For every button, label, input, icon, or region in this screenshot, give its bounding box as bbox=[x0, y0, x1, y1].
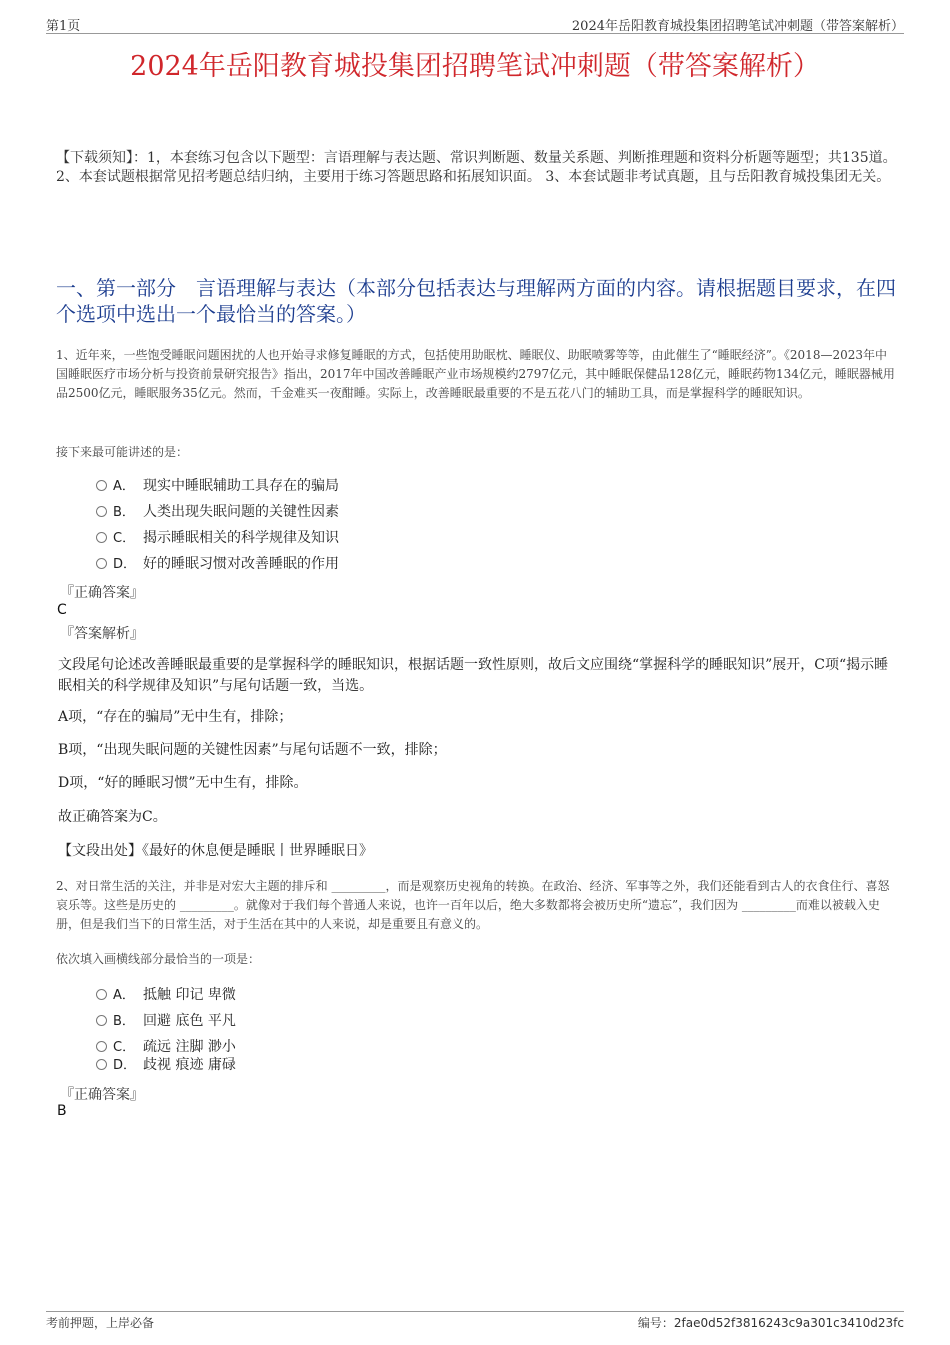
radio-icon[interactable] bbox=[96, 1059, 107, 1070]
header-divider bbox=[46, 33, 904, 34]
q2-answer: B bbox=[57, 1103, 67, 1119]
q1-analysis-para: 文段尾句论述改善睡眠最重要的是掌握科学的睡眠知识，根据话题一致性原则，故后文应围绕“掌握科学的睡眠知识”展开，C项“揭示睡眠相关的科学规律及知识”与尾句话题一致，当选。 bbox=[58, 657, 889, 694]
radio-icon[interactable] bbox=[96, 558, 107, 569]
radio-icon[interactable] bbox=[96, 989, 107, 1000]
q1-analysis-label: 『答案解析』 bbox=[60, 626, 144, 642]
q1-option-d[interactable] bbox=[96, 554, 339, 574]
q2-answer-label: 『正确答案』 bbox=[60, 1087, 144, 1103]
option-letter: C． bbox=[113, 1040, 136, 1055]
radio-icon[interactable] bbox=[96, 480, 107, 491]
q1-answer: C bbox=[57, 602, 67, 618]
option-letter: B． bbox=[113, 1014, 135, 1029]
radio-icon[interactable] bbox=[96, 1015, 107, 1026]
option-letter: A． bbox=[113, 988, 135, 1003]
q1-analysis-para: 故正确答案为C。 bbox=[58, 809, 167, 825]
q2-option-a[interactable] bbox=[96, 985, 236, 1005]
document-code bbox=[638, 1314, 904, 1331]
section-heading: 一、第一部分 言语理解与表达（本部分包括表达与理解两方面的内容。请根据题目要求，在四个选项中选出一个最恰当的答案。） bbox=[56, 276, 896, 326]
option-text: 抵触 印记 卑微 bbox=[143, 987, 236, 1003]
page-number: 第1页 bbox=[46, 19, 81, 34]
option-text: 现实中睡眠辅助工具存在的骗局 bbox=[143, 478, 339, 494]
option-letter: C． bbox=[113, 531, 136, 546]
q1-option-b[interactable] bbox=[96, 502, 339, 522]
option-text: 歧视 痕迹 庸碌 bbox=[143, 1057, 236, 1073]
q1-analysis-para: A项，“存在的骗局”无中生有，排除； bbox=[58, 709, 293, 725]
radio-icon[interactable] bbox=[96, 1041, 107, 1052]
option-text: 疏远 注脚 渺小 bbox=[143, 1039, 236, 1055]
option-letter: D． bbox=[113, 1058, 137, 1073]
page-title: 2024年岳阳教育城投集团招聘笔试冲刺题（带答案解析） bbox=[130, 51, 820, 82]
q1-answer-label: 『正确答案』 bbox=[60, 585, 144, 601]
question-2-prompt: 依次填入画横线部分最恰当的一项是： bbox=[56, 952, 261, 966]
footer-divider bbox=[46, 1311, 904, 1312]
code-value: 2fae0d52f3816243c9a301c3410d23fc bbox=[673, 1316, 904, 1330]
radio-icon[interactable] bbox=[96, 532, 107, 543]
question-2-stem: 2、对日常生活的关注，并非是对宏大主题的排斥和 _________，而是观察历史视角的转换。在政治、经济、军事等之外，我们还能看到古人的衣食住行、喜怒哀乐等。这些是历史的 _________。就像对于我们每个普通人来说，也许一百年以后，绝大多数都将会被历史所“遗忘”，我们因为 _________而难以被载入史册，但是我们当下的日常生活，对于生活在其中的人来说，却是重要且有意义的。 bbox=[56, 879, 890, 931]
option-letter: A． bbox=[113, 479, 135, 494]
q1-analysis-para: D项，“好的睡眠习惯”无中生有，排除。 bbox=[58, 775, 308, 791]
q1-option-c[interactable] bbox=[96, 528, 339, 548]
q2-option-c[interactable] bbox=[96, 1037, 236, 1057]
question-1-stem: 1、近年来，一些饱受睡眠问题困扰的人也开始寻求修复睡眠的方式，包括使用助眠枕、睡眠仪、助眠喷雾等等，由此催生了“睡眠经济”。《2018—2023年中国睡眠医疗市场分析与投资前景研究报告》指出，2017年中国改善睡眠产业市场规模约2797亿元，其中睡眠保健品128亿元，睡眠药物134亿元，睡眠器械用品2500亿元，睡眠服务35亿元。然而，千金难买一夜酣睡。实际上，改善睡眠最重要的不是五花八门的辅助工具，而是掌握科学的睡眠知识。 bbox=[56, 348, 895, 400]
q1-analysis-para: B项，“出现失眠问题的关键性因素”与尾句话题不一致，排除； bbox=[58, 742, 447, 758]
q2-option-b[interactable] bbox=[96, 1011, 236, 1031]
download-notice: 【下载须知】：1，本套练习包含以下题型：言语理解与表达题、常识判断题、数量关系题、判断推理题和资料分析题等题型；共135道。 2、本套试题根据常见招考题总结归纳，主要用于练习答题思路和拓展知识面。 3、本套试题非考试真题，且与岳阳教育城投集团无关。 bbox=[56, 150, 897, 185]
option-text: 好的睡眠习惯对改善睡眠的作用 bbox=[143, 556, 339, 572]
radio-icon[interactable] bbox=[96, 506, 107, 517]
option-text: 回避 底色 平凡 bbox=[143, 1013, 236, 1029]
option-letter: D． bbox=[113, 557, 137, 572]
header-doc-title: 2024年岳阳教育城投集团招聘笔试冲刺题（带答案解析） bbox=[571, 19, 904, 34]
q1-source: 【文段出处】《最好的休息便是睡眠丨世界睡眠日》 bbox=[58, 843, 373, 859]
q1-option-a[interactable] bbox=[96, 476, 339, 496]
option-text: 人类出现失眠问题的关键性因素 bbox=[143, 504, 339, 520]
option-letter: B． bbox=[113, 505, 135, 520]
question-1-prompt: 接下来最可能讲述的是： bbox=[56, 445, 189, 459]
code-label: 编号： bbox=[637, 1316, 674, 1330]
footer-slogan: 考前押题，上岸必备 bbox=[46, 1316, 155, 1330]
q2-option-d[interactable] bbox=[96, 1055, 236, 1075]
option-text: 揭示睡眠相关的科学规律及知识 bbox=[143, 530, 339, 546]
